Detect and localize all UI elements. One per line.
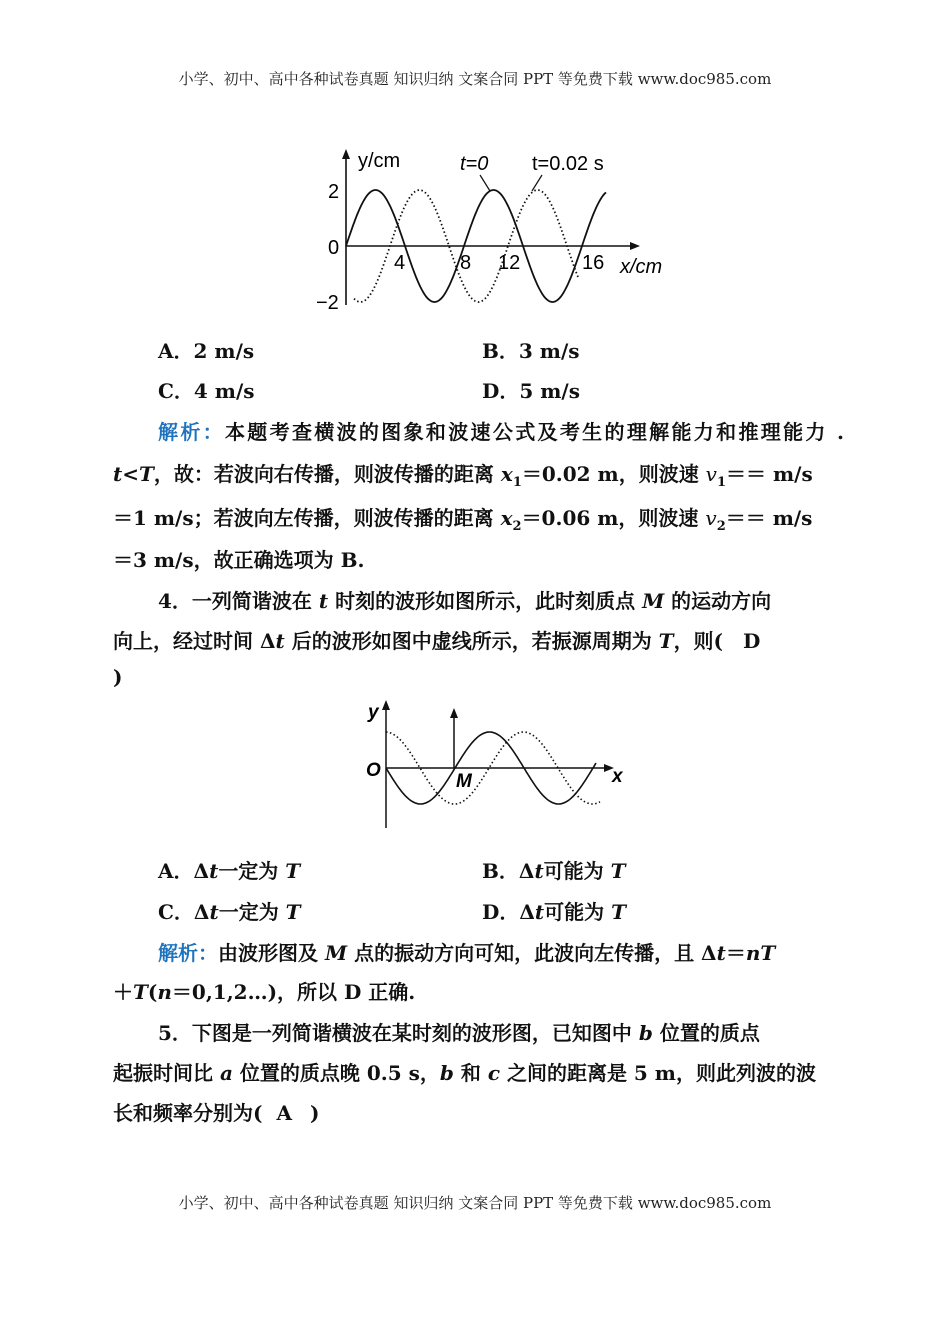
ytick-0: 0 — [328, 237, 340, 259]
var-nT: nT — [745, 941, 776, 965]
q5-stem-line-1 — [158, 1017, 888, 1046]
option-letter: B． — [482, 859, 519, 883]
delta: Δ — [518, 859, 535, 883]
analysis-text: ＝0.06 m，则波速 — [521, 506, 706, 530]
q4-text: 向上，经过时间 Δ — [113, 629, 276, 653]
x-axis-arrow — [630, 242, 640, 250]
subscript: 1 — [512, 475, 522, 490]
subscript: 1 — [716, 475, 727, 490]
var-t: t — [209, 859, 219, 883]
var-t: t — [318, 589, 329, 613]
q4-analysis-line-1 — [158, 937, 888, 966]
x-axis-label: x/cm — [620, 256, 663, 278]
xtick-4: 4 — [394, 252, 406, 274]
var-T: T — [610, 859, 626, 883]
q4-option-b[interactable] — [482, 855, 626, 884]
analysis-text: ＝＝ m/s — [725, 506, 813, 530]
xtick-16: 16 — [582, 252, 605, 274]
var-a: a — [219, 1061, 233, 1085]
delta: Δ — [193, 900, 210, 924]
q4-stem-line-1 — [158, 585, 888, 614]
q3-analysis-line-3 — [113, 502, 843, 534]
q4-stem-line-3: ) — [113, 665, 123, 689]
q5-stem-line-3 — [113, 1097, 843, 1126]
option-text: 2 m/s — [193, 339, 255, 363]
option-text: 一定为 — [218, 900, 286, 924]
var-b: b — [439, 1061, 454, 1085]
analysis-text: ＝1 m/s；若波向左传播，则波传播的距离 — [113, 506, 501, 530]
var-t: t — [716, 941, 726, 965]
var-M: M — [324, 941, 348, 965]
analysis-text: ＝0,1,2…)，所以 D 正确. — [171, 980, 416, 1004]
q4-option-d[interactable] — [482, 896, 626, 925]
analysis-text: ＝＝ m/s — [726, 462, 813, 486]
var-t: t — [275, 629, 285, 653]
option-letter: C． — [158, 379, 194, 403]
y-axis-label: y/cm — [358, 150, 401, 172]
q4-analysis-line-2 — [113, 976, 843, 1005]
var-n: n — [157, 980, 172, 1004]
pointer-t002 — [532, 175, 542, 191]
xtick-12: 12 — [498, 252, 521, 274]
var-T: T — [658, 629, 674, 653]
var-t: t — [534, 859, 544, 883]
q4-text: 的运动方向 — [664, 589, 772, 613]
var-x1: x — [500, 462, 513, 486]
q5-text: 5．下图是一列简谐横波在某时刻的波形图，已知图中 — [158, 1021, 639, 1045]
subscript: 2 — [512, 519, 522, 534]
q4-text: 后的波形如图中虚线所示，若振源周期为 — [284, 629, 659, 653]
q5-text: 起振时间比 — [113, 1061, 220, 1085]
option-text: 5 m/s — [519, 379, 580, 403]
y-axis-arrow — [342, 149, 350, 159]
analysis-text: ＝0.02 m，则波速 — [521, 462, 706, 486]
analysis-text: ＝ — [725, 941, 746, 965]
var-M: M — [642, 589, 665, 613]
q4-text: 时刻的波形如图所示，此时刻质点 — [328, 589, 643, 613]
var-v2: v — [705, 506, 717, 530]
label-t0: t=0 — [460, 153, 489, 175]
xtick-8: 8 — [460, 252, 472, 274]
var-T: T — [285, 859, 301, 883]
option-letter: D． — [482, 900, 520, 924]
page-header: 小学、初中、高中各种试卷真题 知识归纳 文案合同 PPT 等免费下载 www.doc985.com — [178, 70, 772, 88]
option-text: 一定为 — [218, 859, 286, 883]
var-v1: v — [705, 462, 717, 486]
delta: Δ — [519, 900, 535, 924]
point-M-label: M — [456, 771, 472, 792]
subscript: 2 — [716, 519, 726, 534]
option-text: 可能为 — [543, 859, 611, 883]
q4-option-c[interactable] — [158, 896, 301, 925]
ytick-neg2: −2 — [316, 292, 339, 314]
q5-text: 和 — [453, 1061, 488, 1085]
q3-option-a[interactable] — [158, 335, 254, 364]
option-letter: A． — [158, 859, 194, 883]
velocity-arrow-head — [450, 708, 458, 718]
q5-text: 之间的距离是 5 m，则此列波的波 — [500, 1061, 816, 1085]
q4-text: ，则( — [673, 629, 724, 653]
wave-graph-figure-1 — [310, 145, 690, 315]
option-letter: C． — [158, 900, 194, 924]
analysis-text: ( — [147, 980, 158, 1004]
y-axis-arrow — [382, 700, 390, 710]
q5-answer: A — [276, 1101, 292, 1125]
lt-sign: < — [122, 462, 140, 486]
origin-label: O — [366, 760, 381, 781]
analysis-text: 本题考查横波的图象和波速公式及考生的理解能力和推理能力 . — [224, 420, 844, 444]
q5-text: 位置的质点晚 0.5 s， — [232, 1061, 440, 1085]
option-text: 4 m/s — [193, 379, 255, 403]
x-axis-label: x — [612, 766, 623, 787]
analysis-text: 点的振动方向可知，此波向左传播，且 Δ — [347, 941, 717, 965]
option-letter: D． — [482, 379, 520, 403]
q5-text: ) — [310, 1101, 320, 1125]
var-T: T — [139, 462, 154, 486]
ytick-2: 2 — [328, 181, 340, 203]
q3-option-b[interactable] — [482, 335, 580, 364]
var-x2: x — [500, 506, 513, 530]
analysis-label: 解析： — [158, 420, 225, 444]
var-b: b — [638, 1021, 653, 1045]
pointer-t0 — [480, 175, 490, 191]
q5-stem-line-2 — [113, 1057, 843, 1086]
analysis-text: ＋ — [113, 980, 133, 1004]
page-footer: 小学、初中、高中各种试卷真题 知识归纳 文案合同 PPT 等免费下载 www.doc985.com — [178, 1194, 772, 1212]
var-t: t — [113, 462, 123, 486]
wave-graph-figure-2 — [360, 698, 640, 833]
var-t: t — [209, 900, 219, 924]
q4-answer: D — [743, 629, 761, 653]
label-t002: t=0.02 s — [532, 153, 604, 175]
q3-option-c[interactable] — [158, 375, 255, 404]
q3-analysis-line-1 — [158, 416, 844, 445]
q3-option-d[interactable] — [482, 375, 580, 404]
q3-analysis-line-4: ＝3 m/s，故正确选项为 B. — [113, 548, 365, 572]
option-letter: B． — [482, 339, 519, 363]
q4-text: 4．一列简谐波在 — [158, 589, 319, 613]
var-c: c — [487, 1061, 500, 1085]
analysis-label: 解析： — [158, 941, 218, 965]
q5-text: 位置的质点 — [652, 1021, 760, 1045]
analysis-text: ，故：若波向右传播，则波传播的距离 — [153, 462, 501, 486]
var-T: T — [611, 900, 626, 924]
analysis-text: 由波形图及 — [218, 941, 325, 965]
q5-text: 长和频率分别为( — [113, 1101, 263, 1125]
q3-analysis-line-2 — [113, 458, 843, 490]
q4-option-a[interactable] — [158, 855, 300, 884]
option-letter: A． — [158, 339, 194, 363]
delta: Δ — [193, 859, 210, 883]
var-t: t — [534, 900, 545, 924]
option-text: 可能为 — [544, 900, 612, 924]
option-text: 3 m/s — [518, 339, 580, 363]
y-axis-label: y — [368, 702, 379, 723]
var-T: T — [133, 980, 148, 1004]
var-T: T — [285, 900, 301, 924]
q4-stem-line-2 — [113, 625, 843, 654]
